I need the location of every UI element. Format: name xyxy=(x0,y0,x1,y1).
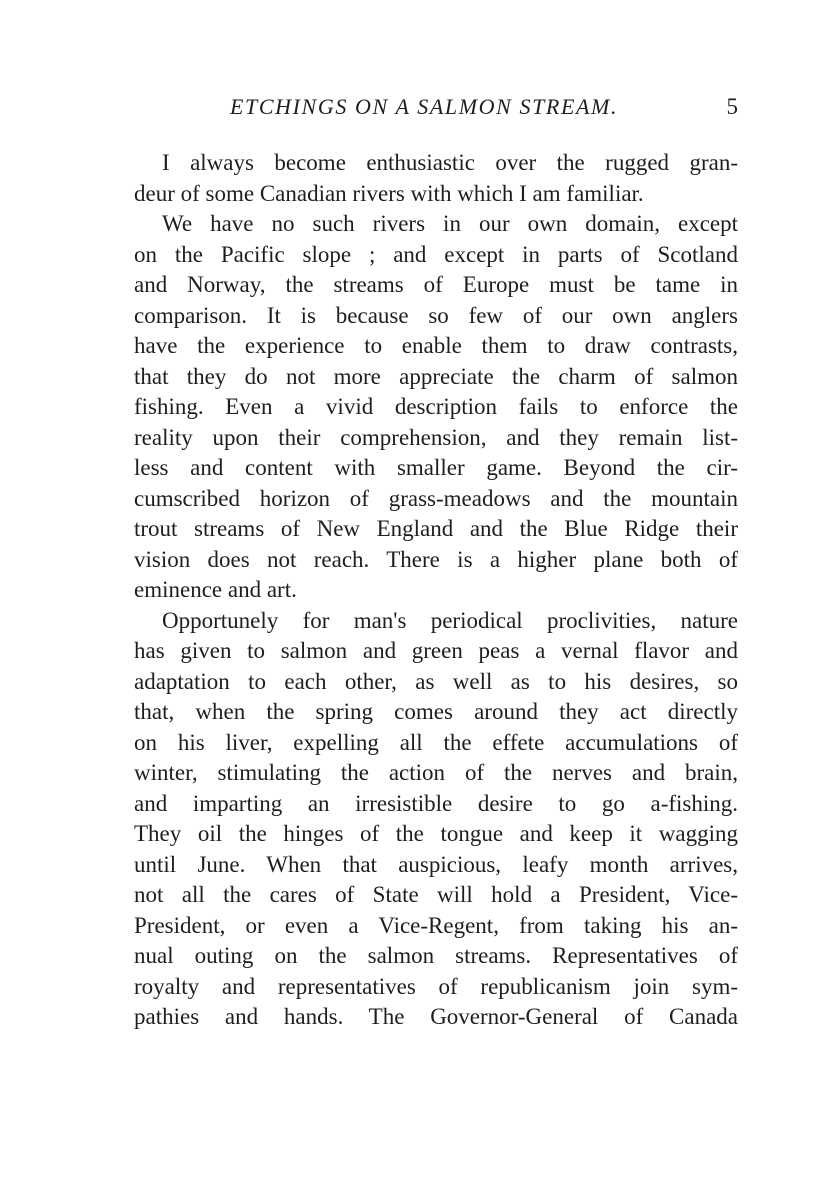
text-line: that, when the spring comes around they act directly xyxy=(134,699,738,724)
text-line: comparison. It is because so few of our own anglers xyxy=(134,302,738,328)
text-line: I always become enthusiastic over the rugged gran- xyxy=(162,150,738,175)
text-line: adaptation to each other, as well as to his desires, so xyxy=(134,668,738,694)
text-line: royalty and representatives of republicanism join sym- xyxy=(134,973,738,999)
text-line: cumscribed horizon of grass-meadows and the mountain xyxy=(134,485,738,511)
text-line: eminence and art. xyxy=(134,577,297,602)
text-line: on the Pacific slope ; and except in parts of Scotland xyxy=(134,241,738,267)
text-line: We have no such rivers in our own domain, except xyxy=(162,211,738,236)
text-line: on his liver, expelling all the effete accumulations of xyxy=(134,729,738,755)
paragraph-3 xyxy=(134,606,738,1033)
text-line: nual outing on the salmon streams. Representatives of xyxy=(134,943,738,968)
text-line: deur of some Canadian rivers with which I am familiar. xyxy=(134,180,644,206)
text-line: trout streams of New England and the Blue Ridge their xyxy=(134,516,738,541)
text-line: pathies and hands. The Governor-General of Canada xyxy=(134,1004,738,1029)
page-header xyxy=(134,94,738,128)
text-line: have the experience to enable them to draw contrasts, xyxy=(134,333,738,358)
text-line: until June. When that auspicious, leafy month arrives, xyxy=(134,851,738,877)
running-title: ETCHINGS ON A SALMON STREAM. xyxy=(230,94,619,119)
text-line: Opportunely for man's periodical proclivities, nature xyxy=(162,607,738,633)
text-line: vision does not reach. There is a higher plane both of xyxy=(134,546,738,572)
text-line: fishing. Even a vivid description fails to enforce the xyxy=(134,394,738,419)
text-line: has given to salmon and green peas a vernal flavor and xyxy=(134,638,738,663)
paragraph-2 xyxy=(134,209,738,606)
text-line: winter, stimulating the action of the nerves and brain, xyxy=(134,760,738,785)
text-line: and Norway, the streams of Europe must be tame in xyxy=(134,272,738,297)
text-line: not all the cares of State will hold a President, Vice- xyxy=(134,882,738,907)
text-line: that they do not more appreciate the charm of salmon xyxy=(134,363,738,389)
page-number: 5 xyxy=(726,94,738,119)
text-line: They oil the hinges of the tongue and keep it wagging xyxy=(134,821,738,846)
text-line: President, or even a Vice-Regent, from taking his an- xyxy=(134,912,738,938)
body-text xyxy=(134,148,738,1033)
text-line: and imparting an irresistible desire to go a-fishing. xyxy=(134,790,738,816)
text-line: reality upon their comprehension, and they remain list- xyxy=(134,424,738,450)
text-line: less and content with smaller game. Beyond the cir- xyxy=(134,455,738,480)
paragraph-1 xyxy=(134,148,738,209)
